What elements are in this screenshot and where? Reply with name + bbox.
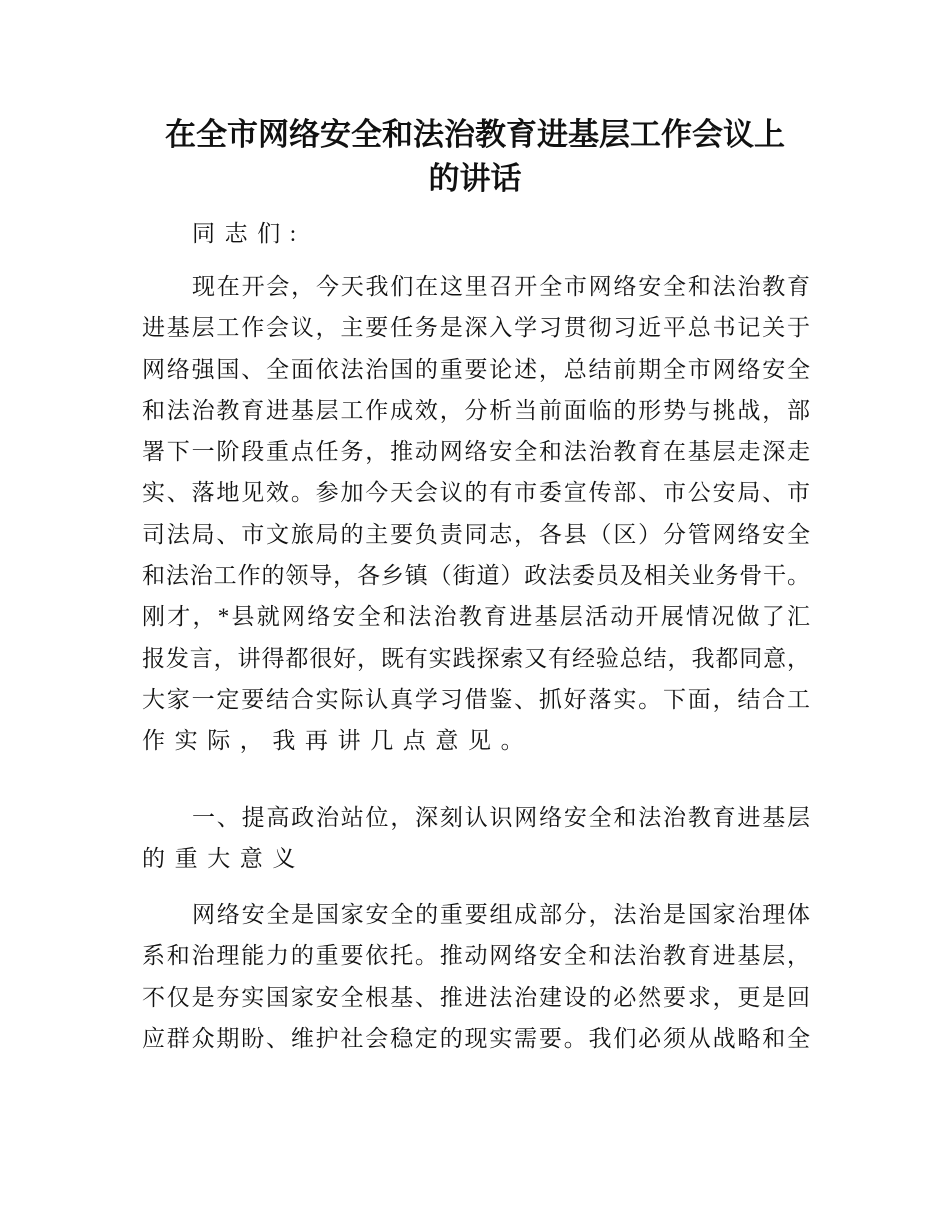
text-line: 不仅是夯实国家安全根基、推进法治建设的必然要求，更是回 [142,984,810,1010]
text-line: 刚才，*县就网络安全和法治教育进基层活动开展情况做了汇 [142,604,810,630]
text-line: 司法局、市文旅局的主要负责同志，各县（区）分管网络安全 [142,521,810,547]
text-line: 实、落地见效。参加今天会议的有市委宣传部、市公安局、市 [142,480,810,506]
title-line: 在全市网络安全和法治教育进基层工作会议上 [165,117,785,153]
text-line: 大家一定要结合实际认真学习借鉴、抓好落实。下面，结合工 [142,686,810,712]
section-heading-1 [142,797,810,880]
title-line: 的讲话 [428,161,522,197]
text-line: 网络安全是国家安全的重要组成部分，法治是国家治理体 [192,902,810,927]
text-line: 进基层工作会议，主要任务是深入学习贯彻习近平总书记关于 [142,315,810,341]
document-title [100,113,850,201]
text-line: 署下一阶段重点任务，推动网络安全和法治教育在基层走深走 [142,439,810,465]
text-line: 应群众期盼、维护社会稳定的现实需要。我们必须从战略和全 [142,1025,810,1051]
salutation [142,213,810,254]
text-line: 现在开会，今天我们在这里召开全市网络安全和法治教育 [192,274,810,299]
text-line: 和法治工作的领导，各乡镇（街道）政法委员及相关业务骨干。 [142,563,810,589]
paragraph-significance [142,894,810,1059]
text-line: 网络强国、全面依法治国的重要论述，总结前期全市网络安全 [142,356,810,382]
text-line: 的重大意义 [142,846,305,872]
text-line: 一、提高政治站位，深刻认识网络安全和法治教育进基层 [192,805,810,830]
text-line: 系和治理能力的重要依托。推动网络安全和法治教育进基层， [142,943,810,969]
text-line: 作实际，我再讲几点意见。 [142,728,534,754]
text-line: 和法治教育进基层工作成效，分析当前面临的形势与挑战，部 [142,397,810,423]
paragraph-opening [142,266,810,762]
text-line: 报发言，讲得都很好，既有实践探索又有经验总结，我都同意， [142,645,810,671]
salutation-text: 同志们: [192,221,306,246]
